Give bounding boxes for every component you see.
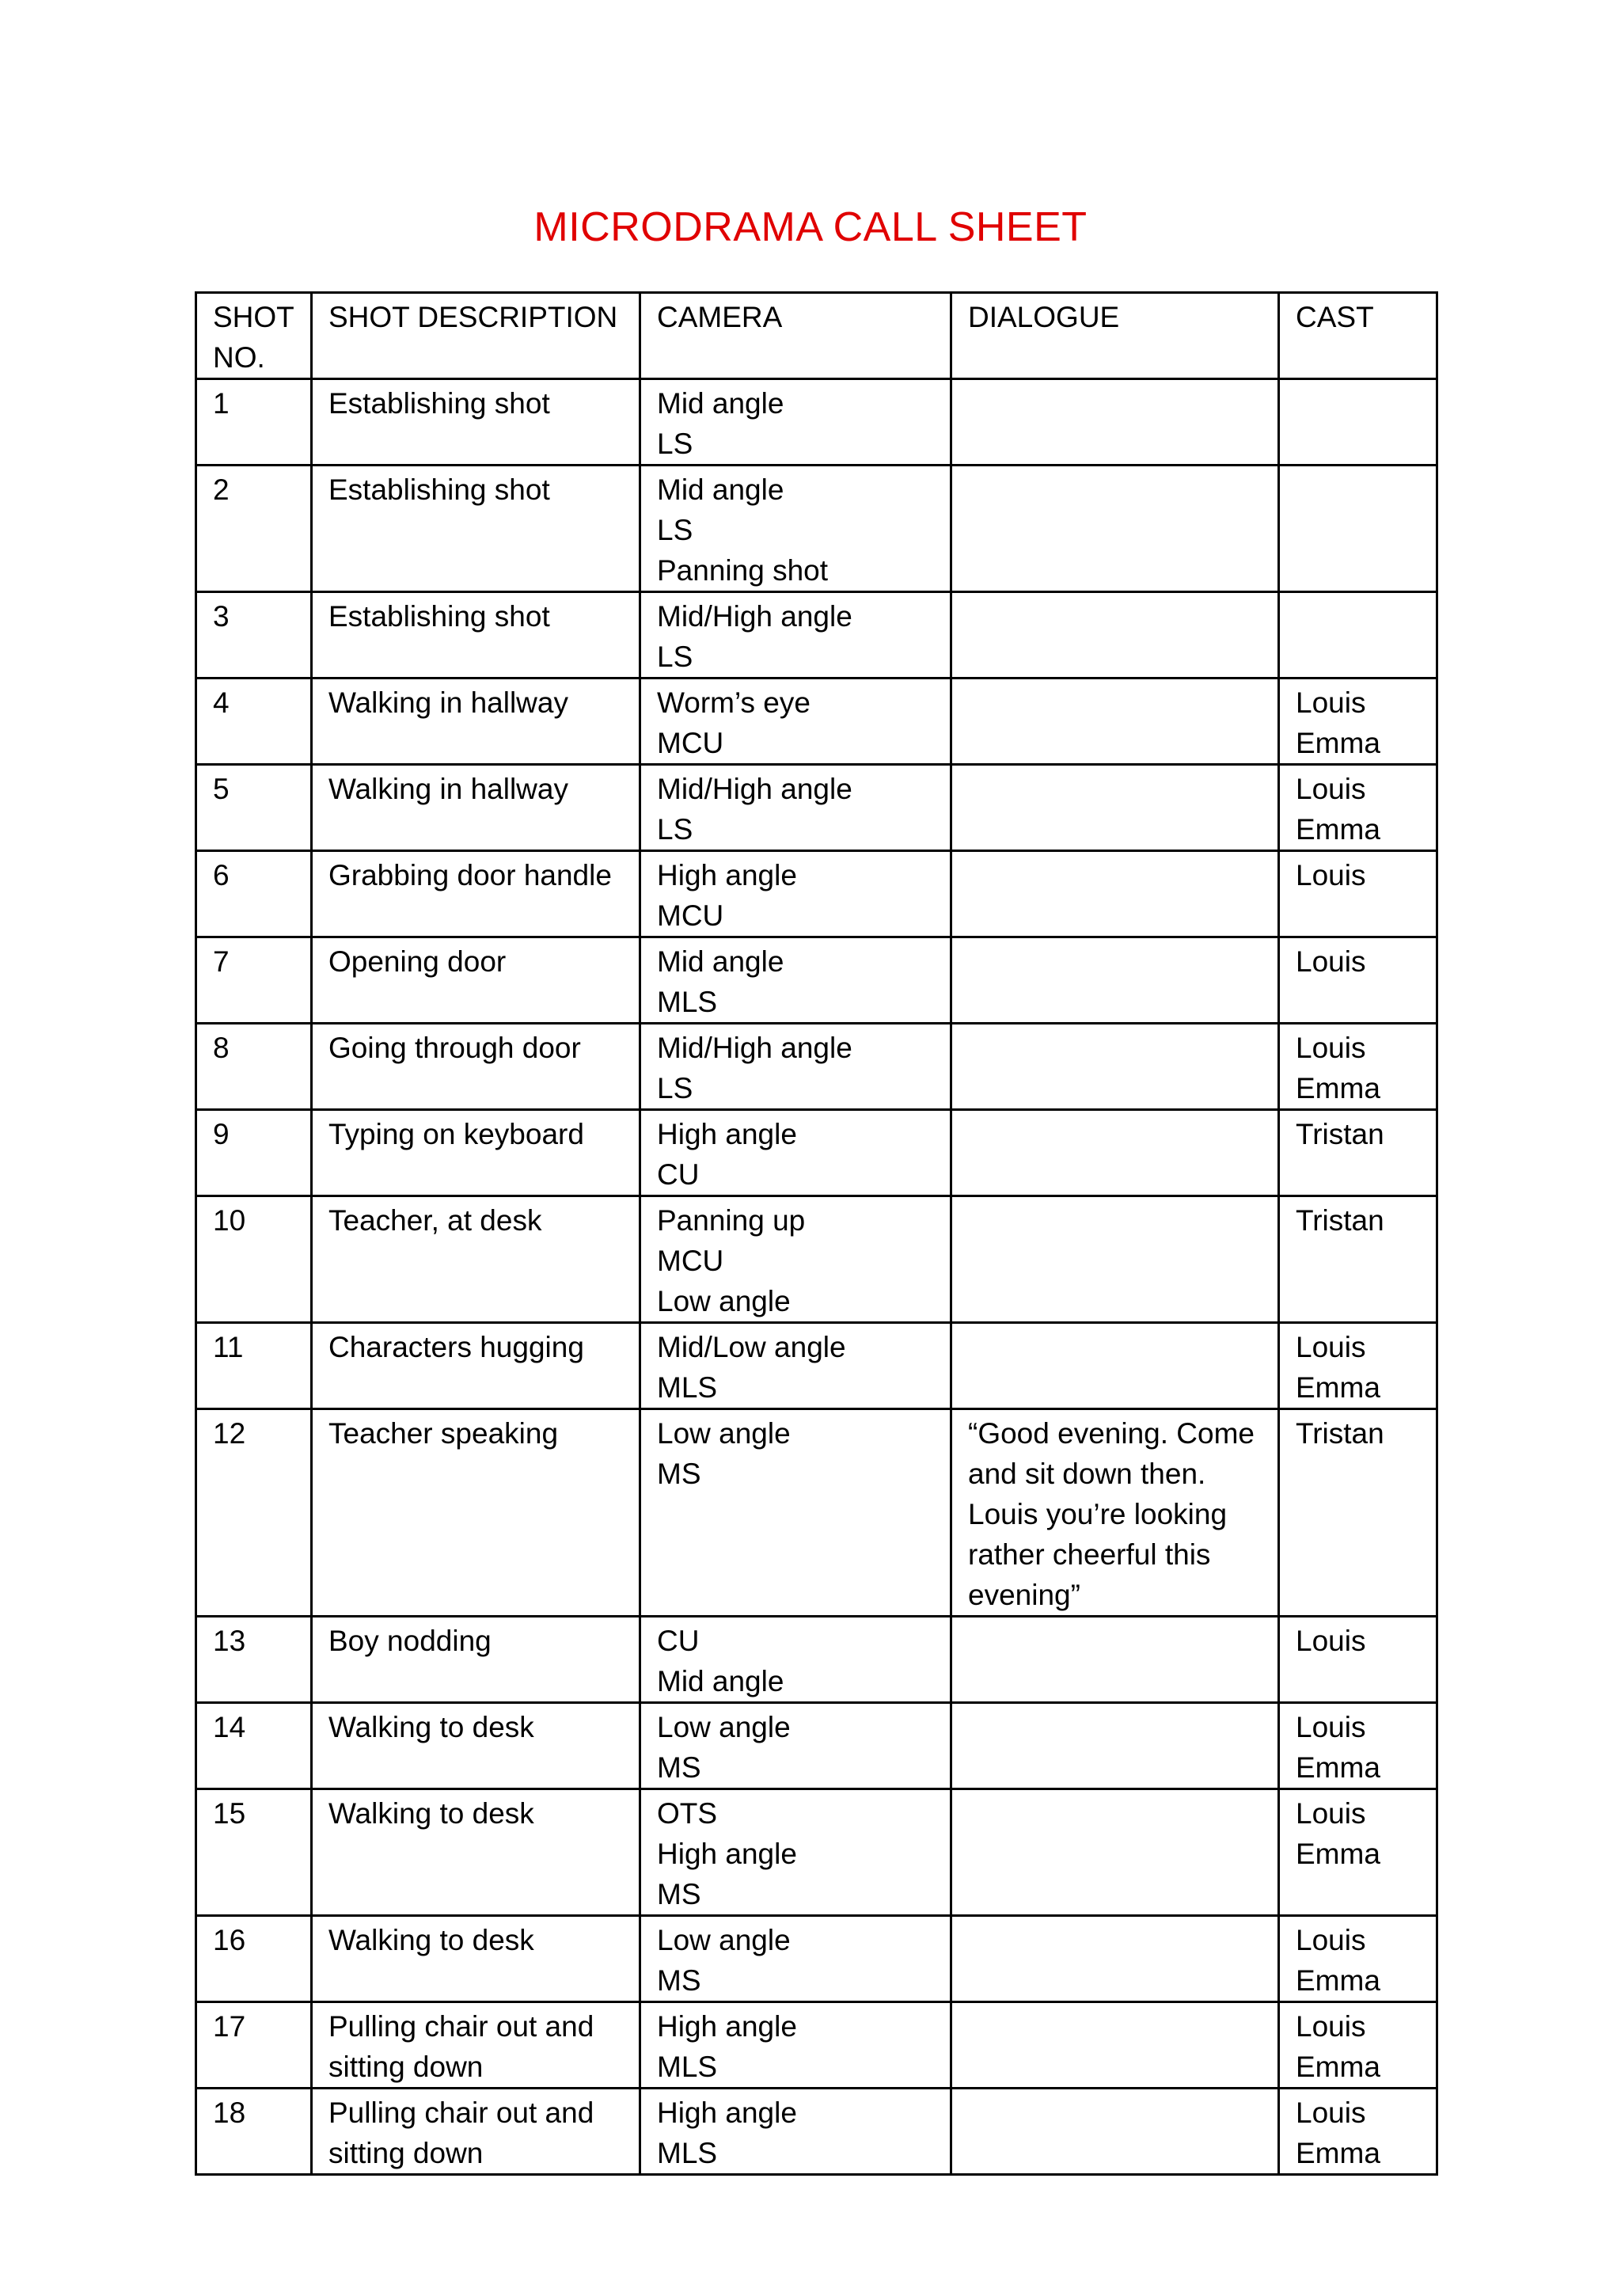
cast-cell [1279,679,1437,765]
description-line: sitting down [328,2137,484,2169]
shot-number-cell [196,1323,312,1409]
cast-line: Emma [1296,2051,1380,2083]
shot-number: 6 [213,859,230,891]
camera-cell [640,765,951,851]
camera-cell [640,851,951,937]
cast-cell [1279,1409,1437,1617]
table-row [196,1703,1437,1789]
dialogue-cell [951,1024,1279,1110]
description-line: Establishing shot [328,600,550,633]
shot-number: 3 [213,600,230,633]
camera-cell [640,1789,951,1916]
dialogue-line: “Good evening. Come [968,1417,1255,1450]
dialogue-cell [951,2002,1279,2089]
shot-number: 13 [213,1625,246,1657]
header-label: CAST [1296,301,1374,333]
description-line: Establishing shot [328,387,550,420]
cast-line: Louis [1296,1797,1366,1830]
camera-line: Mid angle [657,1665,784,1697]
description-line: Walking in hallway [328,686,568,719]
shot-number: 8 [213,1032,230,1064]
header-dialogue [951,293,1279,379]
cast-line: Louis [1296,2010,1366,2043]
cast-line: Emma [1296,1964,1380,1997]
camera-line: Worm’s eye [657,686,810,719]
shot-description-cell [312,765,640,851]
camera-line: MCU [657,899,724,932]
camera-cell [640,937,951,1024]
call-sheet-body [196,293,1437,2175]
cast-line: Louis [1296,1711,1366,1743]
call-sheet-table [195,291,1438,2176]
dialogue-cell [951,679,1279,765]
table-row [196,1110,1437,1196]
shot-description-cell [312,1323,640,1409]
camera-cell [640,1409,951,1617]
cast-cell [1279,1789,1437,1916]
camera-line: Low angle [657,1711,791,1743]
camera-cell [640,1196,951,1323]
table-row [196,765,1437,851]
cast-cell [1279,1110,1437,1196]
cast-cell [1279,2089,1437,2175]
camera-line: MS [657,1964,701,1997]
header-camera [640,293,951,379]
camera-cell [640,2089,951,2175]
shot-number: 14 [213,1711,246,1743]
shot-description-cell [312,851,640,937]
cast-line: Louis [1296,1625,1366,1657]
shot-number-cell [196,1110,312,1196]
dialogue-line: rather cheerful this [968,1538,1211,1571]
camera-line: LS [657,514,693,546]
table-row [196,1617,1437,1703]
shot-number-cell [196,2089,312,2175]
dialogue-cell [951,765,1279,851]
description-line: Opening door [328,945,507,978]
header-cast [1279,293,1437,379]
header-label: SHOT [213,301,294,333]
description-line: Pulling chair out and [328,2010,594,2043]
camera-line: Mid/High angle [657,773,852,805]
cast-cell [1279,1617,1437,1703]
dialogue-cell [951,1409,1279,1617]
cast-line: Louis [1296,1331,1366,1363]
header-label: NO. [213,341,265,374]
dialogue-cell [951,1617,1279,1703]
shot-number-cell [196,379,312,466]
table-row [196,1409,1437,1617]
description-line: Typing on keyboard [328,1118,584,1150]
camera-line: Mid/Low angle [657,1331,846,1363]
cast-cell [1279,379,1437,466]
shot-number-cell [196,765,312,851]
cast-line: Louis [1296,773,1366,805]
camera-line: MCU [657,727,724,759]
shot-description-cell [312,592,640,679]
description-line: sitting down [328,2051,484,2083]
dialogue-cell [951,2089,1279,2175]
table-row [196,1789,1437,1916]
shot-description-cell [312,379,640,466]
table-row [196,937,1437,1024]
shot-number-cell [196,851,312,937]
camera-cell [640,466,951,592]
shot-number: 7 [213,945,230,978]
cast-cell [1279,1196,1437,1323]
description-line: Walking in hallway [328,773,568,805]
camera-cell [640,1617,951,1703]
table-header-row [196,293,1437,379]
description-line: Teacher, at desk [328,1204,542,1237]
camera-line: Mid/High angle [657,600,852,633]
camera-line: Mid angle [657,387,784,420]
table-row [196,679,1437,765]
cast-cell [1279,466,1437,592]
cast-line: Tristan [1296,1417,1384,1450]
shot-number: 4 [213,686,230,719]
header-shot-no [196,293,312,379]
dialogue-line: Louis you’re looking [968,1498,1228,1530]
shot-number-cell [196,1196,312,1323]
cast-line: Emma [1296,1371,1380,1404]
shot-description-cell [312,1110,640,1196]
camera-cell [640,1323,951,1409]
cast-cell [1279,1916,1437,2002]
shot-number: 2 [213,473,230,506]
camera-line: Low angle [657,1924,791,1956]
camera-line: High angle [657,1118,797,1150]
dialogue-cell [951,592,1279,679]
cast-cell [1279,765,1437,851]
shot-description-cell [312,2002,640,2089]
dialogue-line: and sit down then. [968,1458,1206,1490]
description-line: Establishing shot [328,473,550,506]
shot-number: 18 [213,2096,246,2129]
camera-line: LS [657,641,693,673]
dialogue-cell [951,1196,1279,1323]
camera-line: LS [657,428,693,460]
camera-line: High angle [657,2096,797,2129]
cast-line: Louis [1296,945,1366,978]
table-row [196,1916,1437,2002]
camera-line: OTS [657,1797,718,1830]
cast-cell [1279,1323,1437,1409]
cast-cell [1279,937,1437,1024]
cast-line: Louis [1296,1032,1366,1064]
description-line: Pulling chair out and [328,2096,594,2129]
description-line: Going through door [328,1032,581,1064]
description-line: Teacher speaking [328,1417,559,1450]
table-row [196,379,1437,466]
shot-number-cell [196,1916,312,2002]
description-line: Walking to desk [328,1711,534,1743]
shot-number: 11 [213,1331,244,1363]
cast-cell [1279,1703,1437,1789]
camera-line: MCU [657,1245,724,1277]
camera-line: MS [657,1458,701,1490]
camera-line: MLS [657,986,718,1018]
camera-cell [640,1024,951,1110]
shot-number-cell [196,1789,312,1916]
camera-line: Mid angle [657,473,784,506]
cast-cell [1279,592,1437,679]
cast-line: Emma [1296,727,1380,759]
camera-cell [640,1703,951,1789]
description-line: Walking to desk [328,1924,534,1956]
cast-line: Emma [1296,1751,1380,1784]
shot-description-cell [312,1916,640,2002]
camera-line: CU [657,1158,700,1191]
shot-description-cell [312,1024,640,1110]
camera-line: CU [657,1625,700,1657]
camera-line: MS [657,1751,701,1784]
cast-cell [1279,2002,1437,2089]
shot-number-cell [196,937,312,1024]
table-row [196,466,1437,592]
shot-number-cell [196,466,312,592]
cast-line: Louis [1296,2096,1366,2129]
camera-cell [640,679,951,765]
shot-number-cell [196,1024,312,1110]
shot-number: 16 [213,1924,246,1956]
shot-description-cell [312,1196,640,1323]
camera-line: MLS [657,1371,718,1404]
cast-line: Louis [1296,1924,1366,1956]
shot-number: 10 [213,1204,246,1237]
cast-line: Tristan [1296,1204,1384,1237]
page-title: MICRODRAMA CALL SHEET [533,204,1088,250]
shot-number: 9 [213,1118,230,1150]
header-label: DIALOGUE [968,301,1120,333]
shot-number: 12 [213,1417,246,1450]
cast-line: Emma [1296,813,1380,846]
cast-line: Emma [1296,2137,1380,2169]
camera-cell [640,592,951,679]
description-line: Characters hugging [328,1331,584,1363]
shot-number-cell [196,1703,312,1789]
cast-line: Tristan [1296,1118,1384,1150]
description-line: Walking to desk [328,1797,534,1830]
table-row [196,2089,1437,2175]
dialogue-cell [951,1789,1279,1916]
camera-line: High angle [657,1838,797,1870]
dialogue-cell [951,851,1279,937]
dialogue-cell [951,1110,1279,1196]
shot-description-cell [312,1409,640,1617]
cast-line: Louis [1296,686,1366,719]
description-line: Boy nodding [328,1625,492,1657]
camera-line: Panning up [657,1204,806,1237]
table-row [196,1024,1437,1110]
dialogue-cell [951,1916,1279,2002]
cast-cell [1279,1024,1437,1110]
camera-cell [640,379,951,466]
shot-number-cell [196,592,312,679]
shot-description-cell [312,466,640,592]
description-line: Grabbing door handle [328,859,612,891]
camera-cell [640,2002,951,2089]
shot-number: 1 [213,387,230,420]
cast-line: Louis [1296,859,1366,891]
shot-number: 15 [213,1797,246,1830]
shot-description-cell [312,1789,640,1916]
shot-description-cell [312,937,640,1024]
shot-description-cell [312,1617,640,1703]
camera-line: Low angle [657,1417,791,1450]
cast-line: Emma [1296,1838,1380,1870]
dialogue-cell [951,1703,1279,1789]
camera-line: LS [657,813,693,846]
table-row [196,851,1437,937]
table-row [196,2002,1437,2089]
camera-line: Mid/High angle [657,1032,852,1064]
dialogue-cell [951,1323,1279,1409]
shot-number-cell [196,2002,312,2089]
dialogue-line: evening” [968,1579,1080,1611]
shot-description-cell [312,679,640,765]
header-shot-description [312,293,640,379]
camera-line: MLS [657,2051,718,2083]
table-row [196,1323,1437,1409]
dialogue-cell [951,937,1279,1024]
shot-number: 5 [213,773,230,805]
camera-line: Panning shot [657,554,829,587]
shot-description-cell [312,1703,640,1789]
table-row [196,1196,1437,1323]
camera-line: MLS [657,2137,718,2169]
camera-line: High angle [657,859,797,891]
shot-number-cell [196,1617,312,1703]
camera-line: Low angle [657,1285,791,1317]
shot-description-cell [312,2089,640,2175]
table-row [196,592,1437,679]
header-label: SHOT DESCRIPTION [328,301,618,333]
cast-line: Emma [1296,1072,1380,1104]
camera-line: MS [657,1878,701,1910]
shot-number-cell [196,1409,312,1617]
cast-cell [1279,851,1437,937]
dialogue-cell [951,379,1279,466]
dialogue-cell [951,466,1279,592]
camera-cell [640,1916,951,2002]
camera-line: High angle [657,2010,797,2043]
camera-cell [640,1110,951,1196]
camera-line: Mid angle [657,945,784,978]
header-label: CAMERA [657,301,783,333]
shot-number-cell [196,679,312,765]
camera-line: LS [657,1072,693,1104]
shot-number: 17 [213,2010,246,2043]
